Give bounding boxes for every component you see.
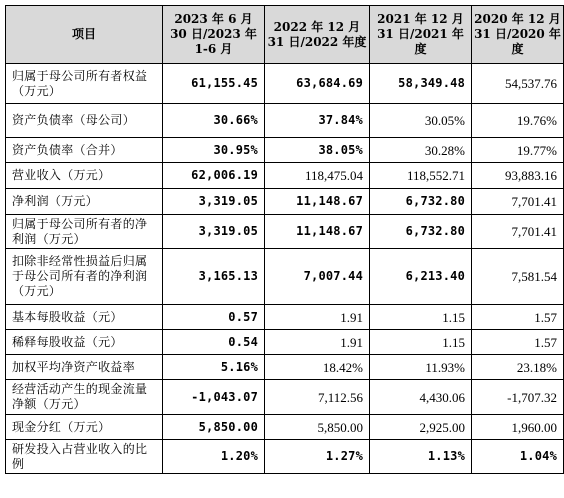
table-row xyxy=(6,163,564,189)
value-cell: 58,349.48 xyxy=(370,64,472,104)
value-cell: 19.76% xyxy=(472,104,564,138)
row-label: 资产负债率（合并） xyxy=(6,138,163,163)
value-cell: 1.15 xyxy=(370,305,472,330)
value-cell: -1,043.07 xyxy=(163,380,265,415)
row-label: 加权平均净资产收益率 xyxy=(6,355,163,380)
value-cell: 3,319.05 xyxy=(163,189,265,215)
value-cell: 4,430.06 xyxy=(370,380,472,415)
value-cell: 1.57 xyxy=(472,330,564,355)
value-cell: 93,883.16 xyxy=(472,163,564,189)
value-cell: 1.57 xyxy=(472,305,564,330)
value-cell: 1.13% xyxy=(370,440,472,474)
value-cell: 6,732.80 xyxy=(370,215,472,249)
table-row xyxy=(6,380,564,415)
value-cell: 11,148.67 xyxy=(265,215,370,249)
period-header-2020: 2020 年 12 月 31 日/2020 年度 xyxy=(472,6,564,64)
row-label: 营业收入（万元） xyxy=(6,163,163,189)
value-cell: 18.42% xyxy=(265,355,370,380)
value-cell: 54,537.76 xyxy=(472,64,564,104)
table-row xyxy=(6,189,564,215)
row-label: 归属于母公司所有者权益（万元） xyxy=(6,64,163,104)
value-cell: 5,850.00 xyxy=(265,415,370,440)
value-cell: 1,960.00 xyxy=(472,415,564,440)
value-cell: 63,684.69 xyxy=(265,64,370,104)
value-cell: 1.91 xyxy=(265,330,370,355)
row-label: 归属于母公司所有者的净利润（万元） xyxy=(6,215,163,249)
value-cell: 1.91 xyxy=(265,305,370,330)
row-label: 扣除非经常性损益后归属于母公司所有者的净利润（万元） xyxy=(6,249,163,305)
row-label: 研发投入占营业收入的比例 xyxy=(6,440,163,474)
value-cell: 62,006.19 xyxy=(163,163,265,189)
row-label: 经营活动产生的现金流量净额（万元） xyxy=(6,380,163,415)
value-cell: 7,581.54 xyxy=(472,249,564,305)
table-row xyxy=(6,249,564,305)
table-row xyxy=(6,355,564,380)
value-cell: 1.27% xyxy=(265,440,370,474)
table-row xyxy=(6,138,564,163)
value-cell: 118,552.71 xyxy=(370,163,472,189)
value-cell: 30.66% xyxy=(163,104,265,138)
period-header-2022: 2022 年 12 月 31 日/2022 年度 xyxy=(265,6,370,64)
value-cell: 6,732.80 xyxy=(370,189,472,215)
value-cell: 0.57 xyxy=(163,305,265,330)
value-cell: 1.20% xyxy=(163,440,265,474)
table-row xyxy=(6,415,564,440)
item-column-header: 项目 xyxy=(6,6,163,64)
row-label: 资产负债率（母公司） xyxy=(6,104,163,138)
value-cell: -1,707.32 xyxy=(472,380,564,415)
financial-table-container xyxy=(5,5,564,474)
value-cell: 7,112.56 xyxy=(265,380,370,415)
table-row xyxy=(6,330,564,355)
value-cell: 7,701.41 xyxy=(472,189,564,215)
value-cell: 11,148.67 xyxy=(265,189,370,215)
value-cell: 30.95% xyxy=(163,138,265,163)
value-cell: 5,850.00 xyxy=(163,415,265,440)
value-cell: 11.93% xyxy=(370,355,472,380)
period-header-2021: 2021 年 12 月 31 日/2021 年度 xyxy=(370,6,472,64)
value-cell: 30.28% xyxy=(370,138,472,163)
table-row xyxy=(6,104,564,138)
value-cell: 23.18% xyxy=(472,355,564,380)
value-cell: 19.77% xyxy=(472,138,564,163)
table-row xyxy=(6,305,564,330)
value-cell: 30.05% xyxy=(370,104,472,138)
value-cell: 3,165.13 xyxy=(163,249,265,305)
value-cell: 1.04% xyxy=(472,440,564,474)
value-cell: 7,007.44 xyxy=(265,249,370,305)
value-cell: 5.16% xyxy=(163,355,265,380)
value-cell: 6,213.40 xyxy=(370,249,472,305)
value-cell: 7,701.41 xyxy=(472,215,564,249)
value-cell: 118,475.04 xyxy=(265,163,370,189)
table-row xyxy=(6,215,564,249)
row-label: 现金分红（万元） xyxy=(6,415,163,440)
value-cell: 61,155.45 xyxy=(163,64,265,104)
value-cell: 2,925.00 xyxy=(370,415,472,440)
value-cell: 0.54 xyxy=(163,330,265,355)
financial-indicators-table xyxy=(5,5,564,474)
value-cell: 38.05% xyxy=(265,138,370,163)
value-cell: 3,319.05 xyxy=(163,215,265,249)
row-label: 稀释每股收益（元） xyxy=(6,330,163,355)
bottom-strip xyxy=(0,492,564,498)
value-cell: 1.15 xyxy=(370,330,472,355)
value-cell: 37.84% xyxy=(265,104,370,138)
row-label: 基本每股收益（元） xyxy=(6,305,163,330)
table-row xyxy=(6,64,564,104)
table-header-row xyxy=(6,6,564,64)
table-row xyxy=(6,440,564,474)
row-label: 净利润（万元） xyxy=(6,189,163,215)
period-header-2023h1: 2023 年 6 月 30 日/2023 年 1-6 月 xyxy=(163,6,265,64)
